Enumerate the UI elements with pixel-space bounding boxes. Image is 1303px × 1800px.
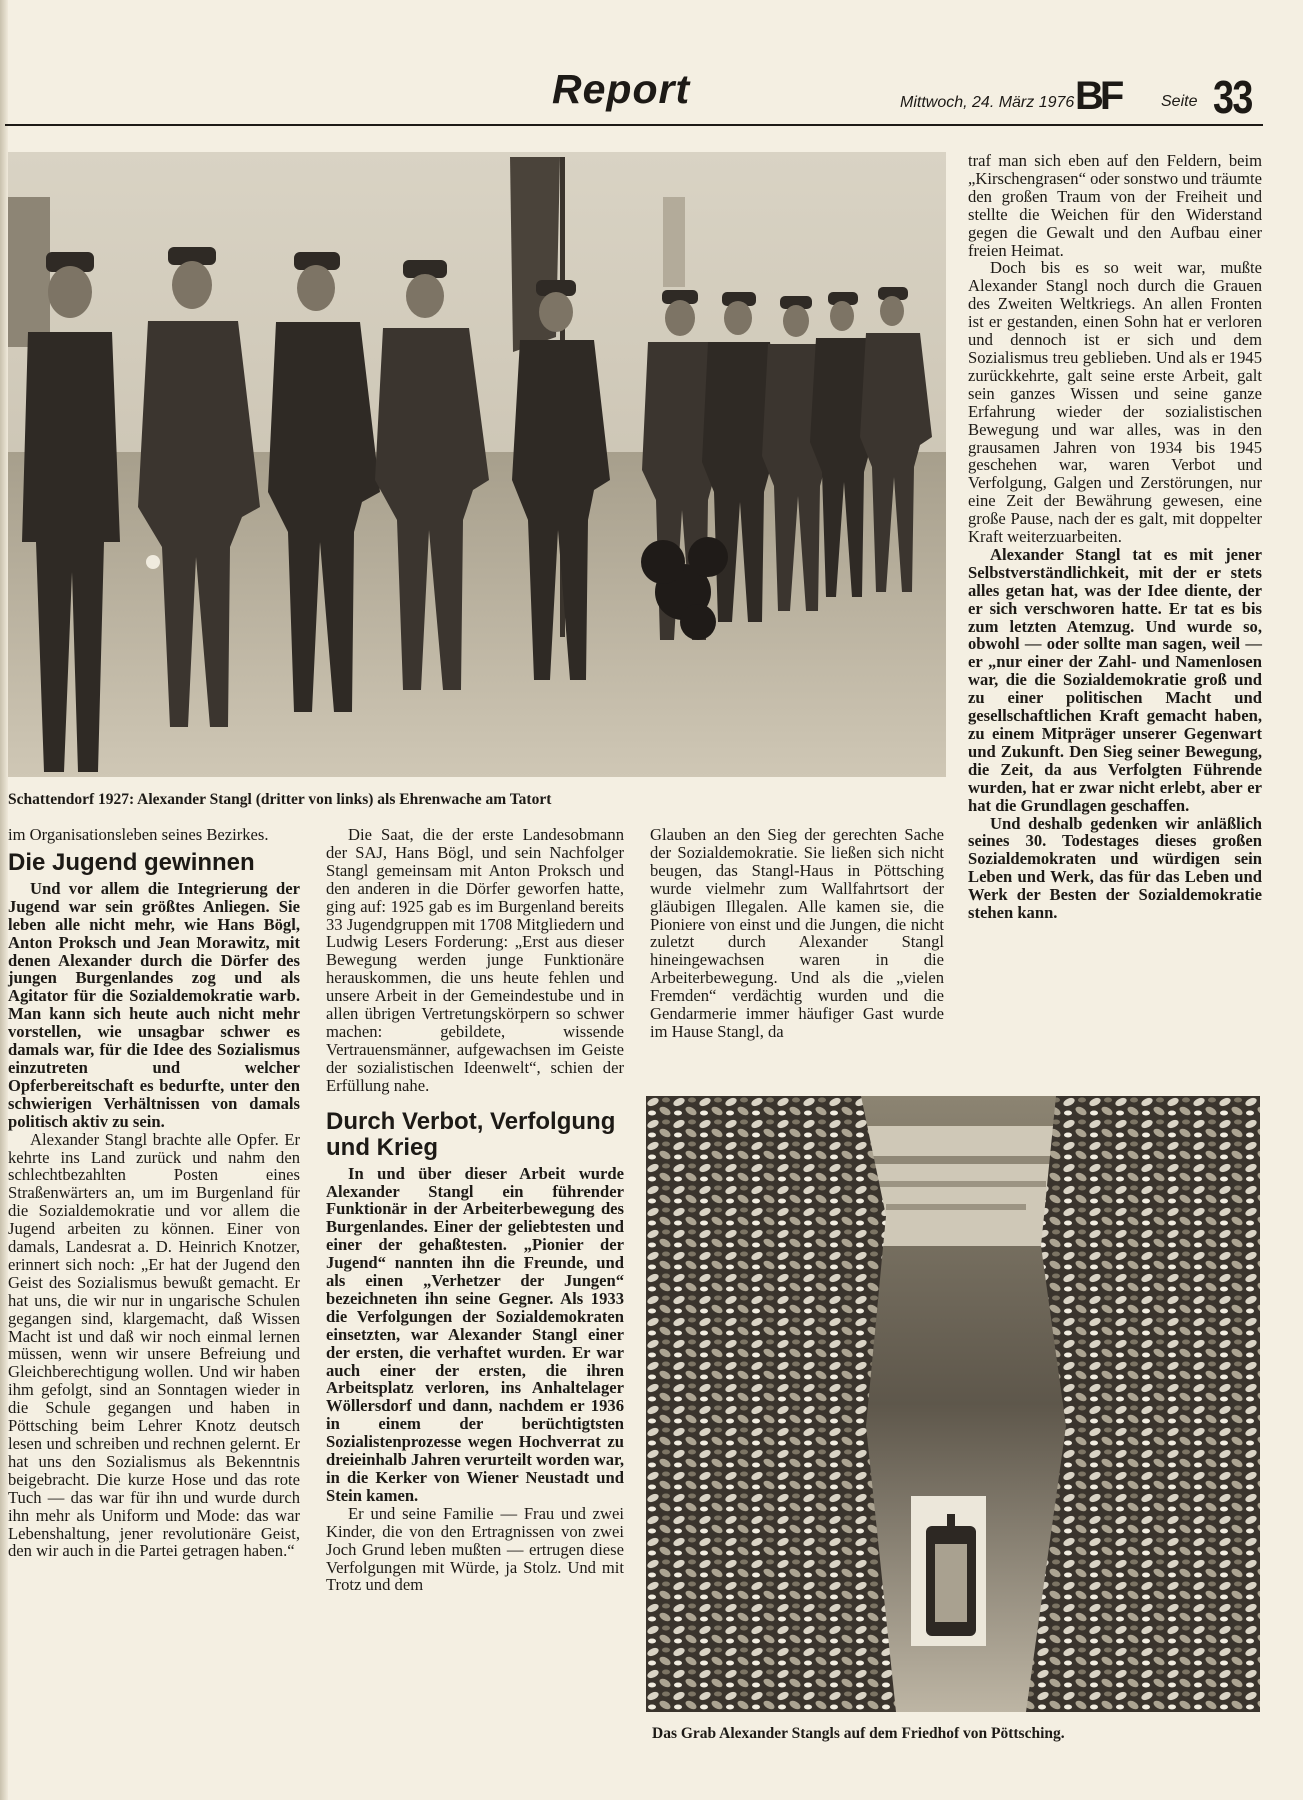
column-3 (650, 826, 944, 1041)
paragraph-verfolgung: In und über dieser Arbeit wurde Alexander Stangl ein führender Funktionär in der Arbeiterbewegung des Burgenlandes. Einer der geliebtesten und einer der gehaßtesten. „Pionier der Jugend“ nannten ihn die Freunde, und als einen „Verhetzer der Jungen“ bezeichneten ihn seine Gegner. Als 1933 die Verfolgungen der Sozialdemokraten einsetzten, war Alexander Stangl einer der ersten, die verhaftet wurden. Er war auch einer der ersten, die ihren Arbeitsplatz verloren, ins Anhaltelager Wöllersdorf und dann, nachdem er 1936 in einem der berüchtigtsten Sozialistenprozesse wegen Hochverrat zu dreieinhalb Jahren verurteilt worden war, in die Kerker von Wiener Neustadt und Stein kamen. (326, 1163, 624, 1505)
column-4 (968, 152, 1262, 922)
photo-caption-top: Schattendorf 1927: Alexander Stangl (dritter von links) als Ehrenwache am Tatort (8, 791, 552, 808)
paragraph-familie: Er und seine Familie — Frau und zwei Kinder, die von den Ertragnissen von zwei Joch Grund leben mußten — ertrugen diese Verfolgungen mit Würde, ja Stolz. Und mit Trotz und dem (326, 1503, 624, 1595)
paragraph-selbstverstaendlichkeit: Alexander Stangl tat es mit jener Selbstverständlichkeit, mit der er stets alles getan hat, was der Idee diente, der er sich verschworen hatte. Er tat es bis zum letzten Atemzug. Und wurde so, obwohl — oder sollte man sagen, weil — er „nur einer der Zahl- und Namenlosen war, die die Sozialdemokratie groß und zu einer politischen Macht und gesellschaftlichen Kraft gemacht haben, zu einem Mitpräger unserer Gegenwart und Zukunft. Den Sieg seiner Bewegung, die Zeit, da aus Verfolgten Führende wurden, hat er zwar nicht erlebt, aber er hat die Grundlagen geschaffen. (968, 544, 1262, 815)
paragraph-gedenken: Und deshalb gedenken wir anläßlich seines 30. Todestages dieses großen Sozialdemokraten und würdigen sein Leben und Werk, das für das Leben und Werk der Besten der Sozialdemokratie stehen kann. (968, 813, 1262, 923)
header-rule (5, 124, 1263, 126)
paragraph-saat: Die Saat, die der erste Landesobmann der SAJ, Hans Bögl, und sein Nachfolger Stangl gemeinsam mit Anton Proksch und den anderen in die Dörfer geworfen hatte, ging auf: 1925 gab es im Burgenland bereits 33 Jugendgruppen mit 1708 Mitgliedern und Ludwig Lesers Forderung: „Erst aus dieser Bewegung werden junge Funktionäre herauskommen, die uns heute fehlen und unsere Arbeit in der Gemeindestube und in allen übrigen Vertretungskörpern so schwer machen: gebildete, wissende Vertrauensmänner, aufgewachsen im Geiste der sozialistischen Ideenwelt“, schien der Erfüllung nahe. (326, 825, 624, 1095)
photo-honor-guard (8, 152, 946, 777)
paragraph-jugend-lead: Und vor allem die Integrierung der Jugend war sein größtes Anliegen. Sie leben alle nicht mehr, wie Hans Bögl, Anton Proksch und Jean Morawitz, mit denen Alexander durch die Dörfer des jungen Burgenlandes zog und als Agitator für die Sozialdemokratie warb. Man kann sich heute auch nicht mehr vorstellen, wie unsagbar schwer es damals war, für die Idee des Sozialismus einzutreten und welcher Opferbereitschaft es bedurfte, unter den schwierigen Verhältnissen von damals politisch aktiv zu sein. (8, 878, 300, 1131)
page-number: 33 (1213, 71, 1252, 123)
photo-caption-bottom: Das Grab Alexander Stangls auf dem Friedhof von Pöttsching. (652, 1725, 1065, 1742)
column-2 (326, 826, 624, 1594)
publication-logo: BF (1075, 74, 1121, 118)
section-title: Report (552, 66, 691, 112)
issue-date: Mittwoch, 24. März 1976 (900, 94, 1075, 111)
page-edge (0, 0, 8, 1800)
subheading-jugend: Die Jugend gewinnen (8, 848, 255, 876)
paragraph-weltkrieg: Doch bis es so weit war, mußte Alexander Stangl noch durch die Grauen des Zweiten Weltkriegs. An allen Fronten ist er gestanden, einen Sohn hat er verloren und dennoch ist er sich und dem Sozialismus treu geblieben. Und als er 1945 zurückkehrte, galt seine erste Arbeit, galt sein ganzes Wissen und seine ganze Erfahrung wieder der sozialistischen Bewegung und war alles, was in den grausamen Jahren von 1934 bis 1945 geschehen war, waren Verbot und Verfolgung, Galgen und Zerstörungen, nur eine Zeit der Bewährung gewesen, eine große Pause, nach der es galt, mit doppelter Kraft weiterzuarbeiten. (968, 258, 1262, 547)
column-1-intro: im Organisationsleben seines Bezirkes. (8, 825, 269, 844)
photo-grave (646, 1096, 1260, 1712)
subheading-verbot: Durch Verbot, Verfolgung und Krieg (326, 1107, 616, 1161)
paragraph-glauben: Glauben an den Sieg der gerechten Sache der Sozialdemokratie. Sie ließen sich nicht beugen, das Stangl-Haus in Pöttsching wurde vielmehr zum Wallfahrtsort der gläubigen Illegalen. Alle kamen sie, die Pioniere von einst und die Jungen, die nicht zuletzt durch Alexander Stangl hineingewachsen waren in die Arbeiterbewegung. Und als die „vielen Fremden“ verdächtig wurden und die Gendarmerie immer häufiger Gast wurde im Hause Stangl, da (650, 825, 944, 1041)
column-1 (8, 826, 300, 1560)
page-label: Seite (1161, 93, 1198, 110)
paragraph-knotzer: Alexander Stangl brachte alle Opfer. Er kehrte ins Land zurück und nahm den schlechtbezahlten Posten eines Straßenwärters an, um im Burgenland für die Sozialdemokratie und vor allem die Jugend arbeiten zu können. Einer von damals, Landesrat a. D. Heinrich Knotzer, erinnert sich noch: „Er hat der Jugend den Geist des Sozialismus bewußt gemacht. Er hat uns, die wir nur in ungarische Schulen gegangen sind, klargemacht, daß Wissen Macht ist und daß wir noch einmal lernen müssen, wenn wir unsere Befreiung und Gleichberechtigung wollen. Und wir haben ihm gefolgt, sind an Sonntagen wieder in die Schule gegangen und haben in Pöttsching beim Lehrer Knotz deutsch lesen und schreiben und rechnen gelernt. Er hat uns den Sozialismus als Bekenntnis beigebracht. Die kurze Hose und das rote Tuch — das war für ihn und wurde durch ihn mehr als Uniform und Mode: das war Lebenshaltung, jener revolutionäre Geist, den wir auch in die Partei getragen haben.“ (8, 1129, 300, 1561)
paragraph-felder: traf man sich eben auf den Feldern, beim „Kirschengrasen“ oder sonstwo und träumte den großen Traum von der Freiheit und stellte die Weichen für den Widerstand gegen die Gewalt und den Aufbau einer freien Heimat. (968, 151, 1262, 260)
